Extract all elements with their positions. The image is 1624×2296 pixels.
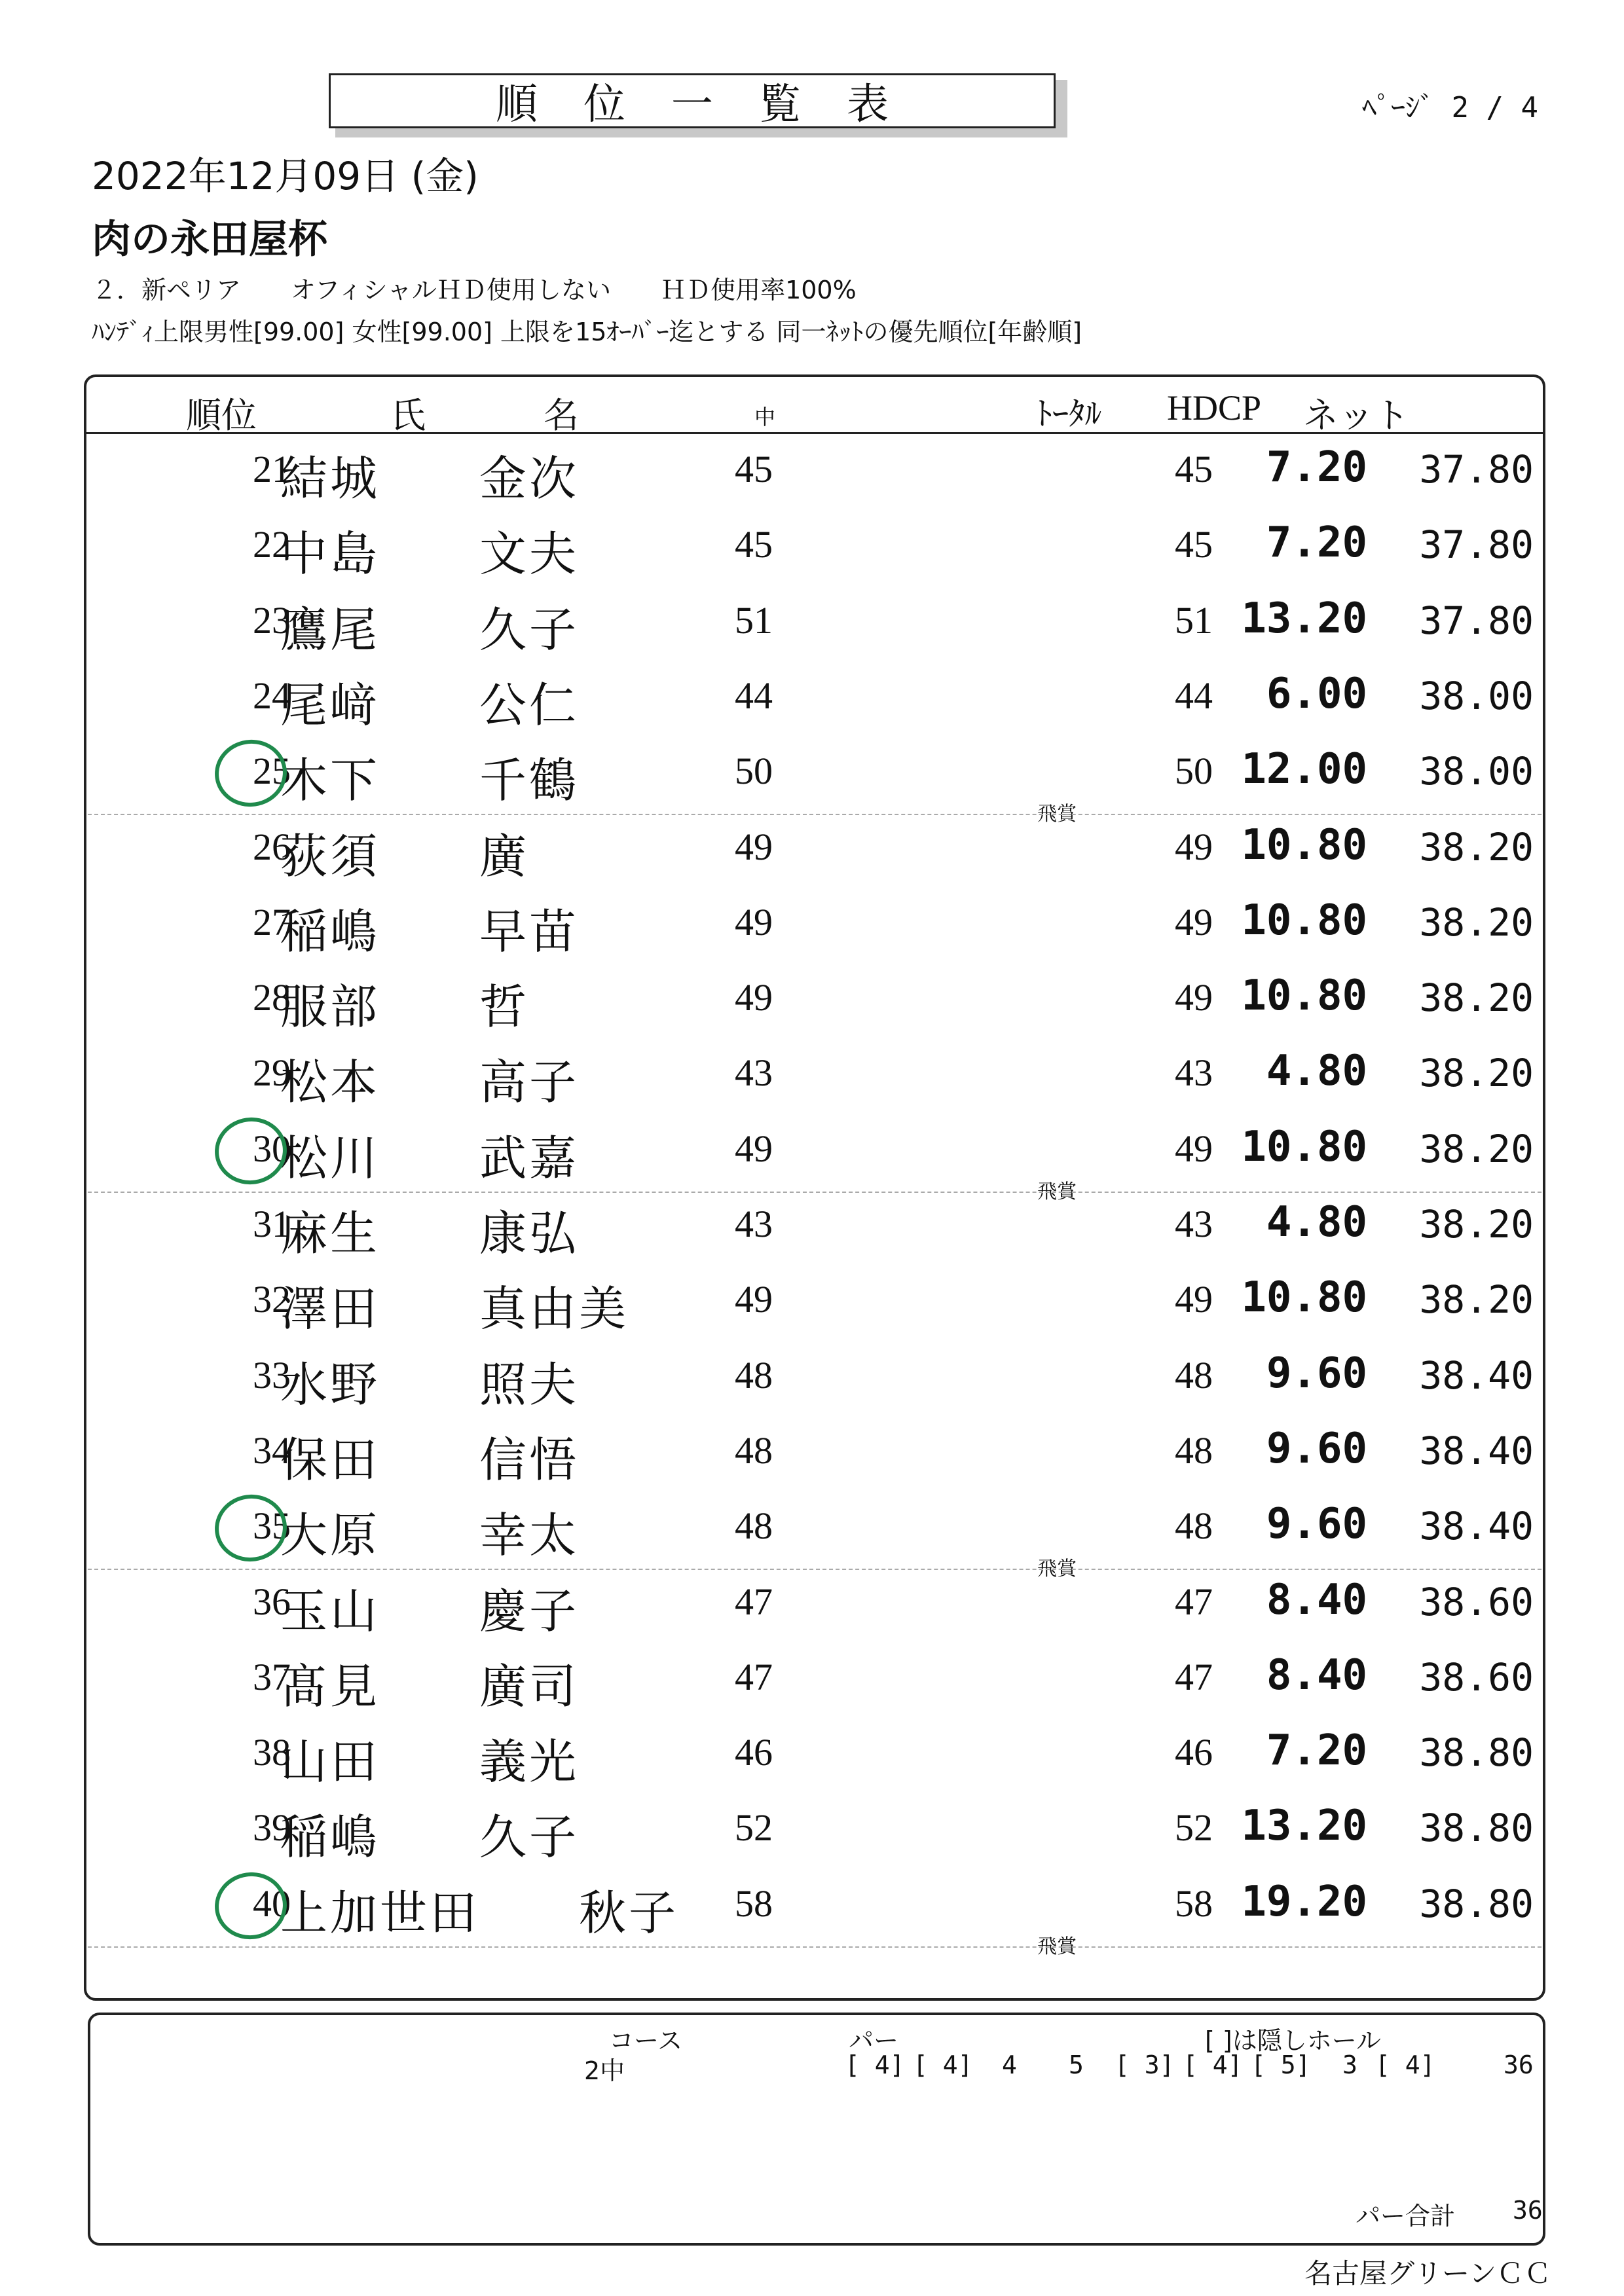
rank-cell: 29 (253, 1051, 291, 1095)
column-header-net: ネット (1303, 396, 1409, 435)
table-row (86, 511, 1543, 586)
total-score-cell: 52 (1175, 1806, 1213, 1850)
page-title: 順位一覧表 (329, 73, 1056, 128)
rank-cell: 38 (253, 1731, 291, 1774)
net-score-cell: 38.80 (1419, 1881, 1534, 1926)
page-indicator: ﾍﾟｰｼﾞ 2 / 4 (1362, 91, 1538, 124)
middle-score-cell: 45 (735, 448, 773, 490)
net-score-cell: 38.00 (1419, 673, 1534, 718)
column-header-hdcp: HDCP (1167, 388, 1262, 428)
player-name-cell: 上加世田 秋子 (280, 1885, 679, 1941)
hole-par-cell: 3 (1342, 2050, 1357, 2079)
par-label: パー (849, 2026, 899, 2055)
player-name-cell: 鷹尾 久子 (280, 602, 580, 657)
rank-cell: 36 (253, 1580, 291, 1623)
total-score-cell: 48 (1175, 1353, 1213, 1396)
player-name-cell: 澤田 真由美 (280, 1281, 629, 1337)
net-score-cell: 37.80 (1419, 447, 1534, 492)
total-score-cell: 48 (1175, 1429, 1213, 1472)
hdcp-cell: 10.80 (1241, 972, 1367, 1021)
net-score-cell: 38.20 (1419, 975, 1534, 1021)
total-score-cell: 47 (1175, 1655, 1213, 1698)
rank-cell: 34 (253, 1429, 291, 1472)
total-score-cell: 49 (1175, 976, 1213, 1019)
player-name-cell: 水野 照夫 (280, 1357, 580, 1412)
hdcp-cell: 10.80 (1241, 1122, 1367, 1171)
net-score-cell: 38.00 (1419, 749, 1534, 794)
table-row (86, 435, 1543, 511)
hdcp-cell: 7.20 (1266, 519, 1367, 568)
hole-par-cell: 5 (1069, 2050, 1084, 2079)
table-row (86, 1719, 1543, 1794)
rank-cell: 22 (253, 523, 291, 566)
middle-score-cell: 43 (735, 1051, 773, 1095)
table-row (86, 888, 1543, 964)
player-name-cell: 保田 信悟 (280, 1432, 580, 1487)
rank-cell: 31 (253, 1203, 291, 1245)
rank-cell: 25 (253, 750, 291, 793)
par-total-label: パー合計 (1356, 2202, 1456, 2231)
player-name-cell: 髙見 廣司 (280, 1658, 580, 1714)
middle-score-cell: 48 (735, 1504, 773, 1548)
player-name-cell: 稲嶋 早苗 (280, 903, 580, 959)
rank-cell: 39 (253, 1806, 291, 1850)
table-row (86, 1870, 1543, 1958)
hdcp-cell: 9.60 (1266, 1500, 1367, 1549)
table-row (86, 737, 1543, 826)
player-name-cell: 荻須 廣 (280, 828, 530, 884)
player-name-cell: 山田 義光 (280, 1734, 580, 1790)
column-header-given-name: 名 (544, 396, 579, 435)
hdcp-cell: 10.80 (1241, 896, 1367, 945)
table-row (86, 1492, 1543, 1581)
middle-score-cell: 49 (735, 825, 773, 868)
middle-score-cell: 48 (735, 1429, 773, 1472)
total-score-cell: 49 (1175, 825, 1213, 868)
format-line: ２．新ペリア オフィシャルＨＤ使用しない ＨＤ使用率100% (92, 276, 857, 304)
middle-score-cell: 49 (735, 976, 773, 1019)
hdcp-cell: 4.80 (1266, 1198, 1367, 1247)
middle-score-cell: 43 (735, 1203, 773, 1245)
prize-label: 飛賞 (1037, 1180, 1077, 1203)
rank-cell: 30 (253, 1127, 291, 1170)
hdcp-cell: 7.20 (1266, 1726, 1367, 1776)
player-name-cell: 尾﨑 公仁 (280, 677, 580, 733)
total-score-cell: 58 (1175, 1882, 1213, 1925)
hole-par-cell: 4 (1002, 2050, 1017, 2079)
hdcp-cell: 13.20 (1241, 594, 1367, 643)
total-score-cell: 49 (1175, 1127, 1213, 1170)
hole-par-cell: [ 5] (1251, 2050, 1311, 2079)
net-score-cell: 38.20 (1419, 1126, 1534, 1171)
table-row (86, 1643, 1543, 1719)
hdcp-cell: 9.60 (1266, 1349, 1367, 1398)
middle-score-cell: 50 (735, 750, 773, 793)
column-header-rank: 順位 (186, 396, 257, 435)
total-score-cell: 44 (1175, 674, 1213, 717)
prize-label: 飛賞 (1037, 803, 1077, 826)
circle-mark (210, 735, 291, 811)
middle-score-cell: 58 (735, 1882, 773, 1925)
total-score-cell: 49 (1175, 1278, 1213, 1321)
middle-score-cell: 44 (735, 674, 773, 717)
player-name-cell: 木下 千鶴 (280, 753, 580, 809)
net-score-cell: 38.20 (1419, 1051, 1534, 1096)
middle-score-cell: 47 (735, 1655, 773, 1698)
group-divider (88, 1946, 1541, 1948)
hole-par-cell: [ 4] (845, 2050, 905, 2079)
net-score-cell: 38.80 (1419, 1806, 1534, 1851)
table-row (86, 1568, 1543, 1643)
table-row (86, 1190, 1543, 1266)
middle-score-cell: 47 (735, 1580, 773, 1623)
hdcp-cell: 10.80 (1241, 1273, 1367, 1322)
net-score-cell: 38.40 (1419, 1504, 1534, 1549)
table-row (86, 662, 1543, 737)
hdcp-cell: 8.40 (1266, 1650, 1367, 1700)
prize-label: 飛賞 (1037, 1558, 1077, 1581)
total-score-cell: 45 (1175, 448, 1213, 490)
net-score-cell: 37.80 (1419, 522, 1534, 568)
middle-score-cell: 51 (735, 598, 773, 642)
rank-cell: 32 (253, 1278, 291, 1321)
player-name-cell: 稲嶋 久子 (280, 1810, 580, 1865)
table-row (86, 1417, 1543, 1492)
event-date: 2022年12月09日 (金) (92, 154, 479, 198)
total-score-cell: 51 (1175, 598, 1213, 642)
hdcp-cell: 4.80 (1266, 1047, 1367, 1096)
hdcp-cell: 13.20 (1241, 1802, 1367, 1851)
net-score-cell: 37.80 (1419, 598, 1534, 643)
player-name-cell: 中島 文夫 (280, 526, 580, 582)
column-header-family-name: 氏 (390, 396, 426, 435)
circle-mark (210, 1113, 291, 1189)
middle-score-cell: 52 (735, 1806, 773, 1850)
net-score-cell: 38.20 (1419, 900, 1534, 945)
course-name: 2中 (584, 2056, 625, 2085)
table-row (86, 1039, 1543, 1114)
hole-par-cell: [ 3] (1115, 2050, 1175, 2079)
rank-cell: 33 (253, 1353, 291, 1396)
table-row (86, 813, 1543, 888)
net-score-cell: 38.40 (1419, 1428, 1534, 1473)
hidden-hole-note: [ ]は隠しホール (1205, 2026, 1381, 2055)
handicap-rules-line: ﾊﾝﾃﾞｨ上限男性[99.00] 女性[99.00] 上限を15ｵｰﾊﾞｰ迄とする 同一ﾈｯﾄの優先順位[年齢順] (92, 318, 1082, 346)
hdcp-cell: 6.00 (1266, 669, 1367, 718)
hdcp-cell: 10.80 (1241, 820, 1367, 869)
middle-score-cell: 49 (735, 900, 773, 943)
hole-par-cell: [ 4] (913, 2050, 973, 2079)
rank-cell: 23 (253, 598, 291, 642)
total-score-cell: 48 (1175, 1504, 1213, 1548)
net-score-cell: 38.60 (1419, 1579, 1534, 1624)
total-score-cell: 50 (1175, 750, 1213, 793)
table-row (86, 964, 1543, 1039)
table-row (86, 1115, 1543, 1203)
rank-cell: 27 (253, 900, 291, 943)
net-score-cell: 38.20 (1419, 824, 1534, 869)
rank-cell: 24 (253, 674, 291, 717)
hole-par-cell: [ 4] (1183, 2050, 1243, 2079)
middle-score-cell: 49 (735, 1278, 773, 1321)
player-name-cell: 玉山 慶子 (280, 1583, 580, 1639)
player-name-cell: 服部 哲 (280, 979, 530, 1035)
hole-par-cell: [ 4] (1375, 2050, 1435, 2079)
club-name: 名古屋グリーンＣＣ (1304, 2257, 1552, 2289)
net-score-cell: 38.40 (1419, 1353, 1534, 1398)
player-name-cell: 大原 幸太 (280, 1508, 580, 1563)
rank-cell: 35 (253, 1504, 291, 1548)
hdcp-cell: 7.20 (1266, 443, 1367, 492)
total-score-cell: 46 (1175, 1731, 1213, 1774)
middle-score-cell: 45 (735, 523, 773, 566)
player-name-cell: 結城 金次 (280, 451, 580, 506)
total-score-cell: 47 (1175, 1580, 1213, 1623)
circle-mark (210, 1868, 291, 1944)
net-score-cell: 38.20 (1419, 1277, 1534, 1322)
rank-cell: 21 (253, 448, 291, 490)
net-score-cell: 38.20 (1419, 1202, 1534, 1247)
rank-cell: 40 (253, 1882, 291, 1925)
column-header-middle: 中 (754, 405, 776, 429)
net-score-cell: 38.60 (1419, 1654, 1534, 1700)
event-name: 肉の永田屋杯 (92, 217, 327, 263)
net-score-cell: 38.80 (1419, 1730, 1534, 1776)
hdcp-cell: 9.60 (1266, 1424, 1367, 1473)
total-score-cell: 43 (1175, 1203, 1213, 1245)
column-header-total: ﾄｰﾀﾙ (1036, 395, 1101, 432)
table-row (86, 1794, 1543, 1869)
middle-score-cell: 48 (735, 1353, 773, 1396)
hdcp-cell: 8.40 (1266, 1575, 1367, 1624)
middle-score-cell: 49 (735, 1127, 773, 1170)
total-score-cell: 45 (1175, 523, 1213, 566)
par-sum-cell: 36 (1504, 2050, 1534, 2079)
table-row (86, 1341, 1543, 1417)
player-name-cell: 松本 高子 (280, 1055, 580, 1110)
circle-mark (210, 1490, 291, 1566)
hdcp-cell: 12.00 (1241, 745, 1367, 794)
table-row (86, 1266, 1543, 1341)
rank-cell: 28 (253, 976, 291, 1019)
middle-score-cell: 46 (735, 1731, 773, 1774)
rank-cell: 26 (253, 825, 291, 868)
course-label: コース (609, 2026, 683, 2055)
hdcp-cell: 19.20 (1241, 1877, 1367, 1926)
player-name-cell: 麻生 康弘 (280, 1206, 580, 1261)
rank-cell: 37 (253, 1655, 291, 1698)
prize-label: 飛賞 (1037, 1935, 1077, 1958)
total-score-cell: 49 (1175, 900, 1213, 943)
table-row (86, 587, 1543, 662)
total-score-cell: 43 (1175, 1051, 1213, 1095)
player-name-cell: 松川 武嘉 (280, 1130, 580, 1186)
par-total-value: 36 (1513, 2196, 1543, 2225)
